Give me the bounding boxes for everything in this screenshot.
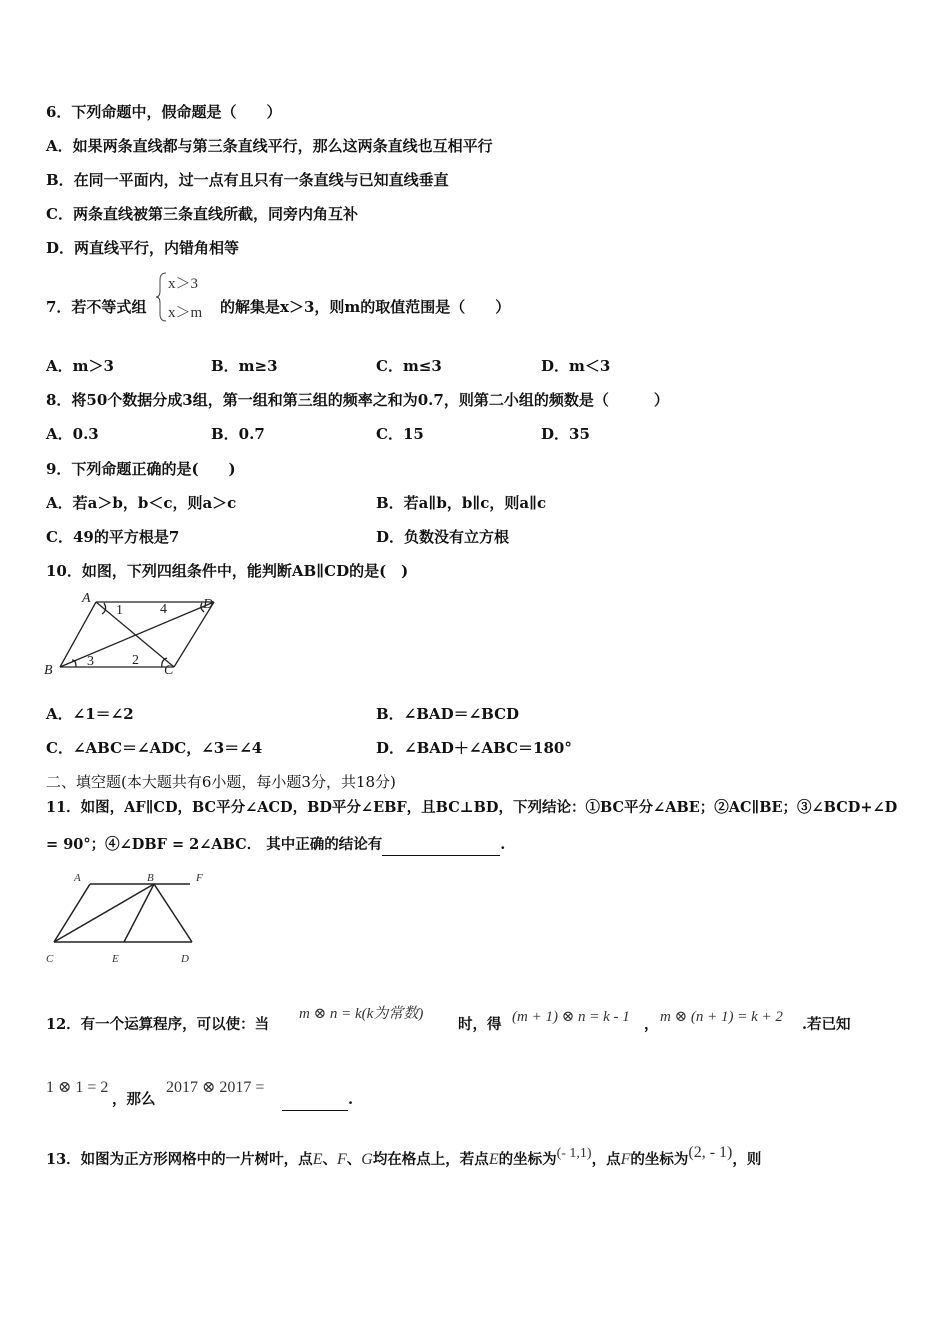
q11-label-e: E (112, 953, 119, 965)
q10-angle-1: 1 (116, 603, 123, 618)
q7-option-c: C．m≤3 (376, 357, 442, 375)
q12-expr-2: (m + 1) ⊗ n = k - 1 (512, 1009, 630, 1025)
section-2-heading: 二、填空题(本大题共有6小题，每小题3分，共18分) (46, 773, 396, 791)
q10-label-d: D (203, 597, 214, 612)
q13-point-e-2: E (488, 1151, 499, 1168)
q13-point-g: G (361, 1151, 373, 1168)
q8-option-d: D．35 (541, 425, 590, 443)
q10-parallelogram-figure (40, 588, 230, 680)
q8-stem: 8．将50个数据分成3组，第一组和第三组的频率之和为0.7，则第二小组的频数是（ ） (46, 391, 669, 409)
q12-expr-1: m ⊗ n = k(k为常数) (299, 1006, 424, 1022)
q11-answer-blank[interactable] (382, 835, 500, 856)
q13-sep-1: 、 (322, 1151, 337, 1168)
q11-label-f: F (196, 872, 203, 884)
q7-option-a: A．m＞3 (46, 357, 114, 375)
q7-suffix: 的解集是x＞3，则m的取值范围是（ ） (220, 298, 511, 316)
q13-end: ，则 (732, 1151, 762, 1168)
q8-option-c: C．15 (376, 425, 424, 443)
q13-mid-2: 的坐标为 (498, 1151, 557, 1168)
q7-inequality-2: x＞m (168, 305, 203, 321)
q7-inequality-1: x＞3 (168, 276, 199, 292)
q7-option-d: D．m＜3 (541, 357, 611, 375)
q12-expr-5: 2017 ⊗ 2017 = (166, 1079, 265, 1096)
q12-sep: ， (644, 1016, 659, 1033)
q12-expr-3: m ⊗ (n + 1) = k + 2 (660, 1009, 783, 1025)
q10-label-c: C (164, 663, 174, 678)
q11-label-a: A (74, 872, 81, 884)
q13-mid-4: 的坐标为 (630, 1151, 689, 1168)
q11-figure (40, 866, 220, 970)
q10-angle-2: 2 (132, 653, 139, 668)
q6-option-b: B．在同一平面内，过一点有且只有一条直线与已知直线垂直 (46, 171, 449, 189)
q9-option-a: A．若a＞b，b＜c，则a＞c (46, 494, 237, 512)
q8-option-b: B．0.7 (211, 425, 265, 443)
q6-option-d: D．两直线平行，内错角相等 (46, 239, 240, 257)
q13-sep-2: 、 (346, 1151, 362, 1168)
q13-point-e: E (312, 1151, 323, 1168)
q9-option-d: D．负数没有立方根 (376, 528, 510, 546)
q11-label-d: D (181, 953, 189, 965)
q10-option-b: B．∠BAD＝∠BCD (376, 705, 520, 723)
q10-option-c: C．∠ABC＝∠ADC，∠3＝∠4 (46, 739, 263, 757)
q10-angle-3: 3 (87, 654, 94, 669)
q10-option-a: A．∠1＝∠2 (46, 705, 134, 723)
q7-prefix: 7．若不等式组 (46, 298, 147, 316)
q11-label-c: C (46, 953, 54, 965)
q6-option-c: C．两条直线被第三条直线所截，同旁内角互补 (46, 205, 358, 223)
q13-mid-1: 均在格点上，若点 (372, 1151, 489, 1168)
q13-mid-3: ，点 (591, 1151, 621, 1168)
q11-line-2 (46, 835, 505, 856)
q9-option-c: C．49的平方根是7 (46, 528, 180, 546)
q13-line (46, 1144, 762, 1171)
q11-line-1: 11．如图，AF∥CD，BC平分∠ACD，BD平分∠EBF，且BC⊥BD，下列结论：①BC平分∠ABE；②AC∥BE；③∠BCD+∠D (46, 799, 898, 816)
q13-coord-f: (2, - 1) (688, 1144, 733, 1161)
q9-stem: 9．下列命题正确的是( ) (46, 460, 236, 478)
q12-expr-4: 1 ⊗ 1 = 2 (46, 1079, 109, 1096)
q9-option-b: B．若a∥b，b∥c，则a∥c (376, 494, 547, 512)
q11-label-b: B (147, 872, 154, 884)
q13-coord-e: (- 1,1) (556, 1146, 592, 1161)
q12-end: . (348, 1091, 354, 1108)
q11-line-2-text: = 90°；④∠DBF = 2∠ABC． 其中正确的结论有 (46, 836, 383, 853)
q12-suffix: .若已知 (802, 1016, 851, 1033)
q7-option-b: B．m≥3 (211, 357, 278, 375)
q10-label-a: A (82, 591, 91, 606)
q10-label-b: B (44, 663, 53, 678)
q12-mid-1: 时，得 (458, 1016, 502, 1033)
q12-mid-2: ，那么 (112, 1091, 156, 1108)
q11-end: . (500, 836, 506, 853)
q13-point-f: F (336, 1151, 347, 1168)
q6-option-a: A．如果两条直线都与第三条直线平行，那么这两条直线也互相平行 (46, 137, 493, 155)
q12-answer-blank[interactable] (282, 1090, 348, 1111)
q10-angle-4: 4 (160, 602, 167, 617)
q12-prefix: 12．有一个运算程序，可以使：当 (46, 1016, 270, 1033)
q12-answer-line (282, 1090, 353, 1111)
q13-point-f-2: F (620, 1151, 631, 1168)
q8-option-a: A．0.3 (46, 425, 99, 443)
q6-stem: 6．下列命题中，假命题是（ ） (46, 103, 282, 121)
q10-stem: 10．如图，下列四组条件中，能判断AB∥CD的是( ) (46, 562, 409, 580)
q10-option-d: D．∠BAD＋∠ABC＝180° (376, 739, 572, 757)
q7-brace (155, 271, 169, 323)
q13-prefix: 13．如图为正方形网格中的一片树叶，点 (46, 1151, 313, 1168)
